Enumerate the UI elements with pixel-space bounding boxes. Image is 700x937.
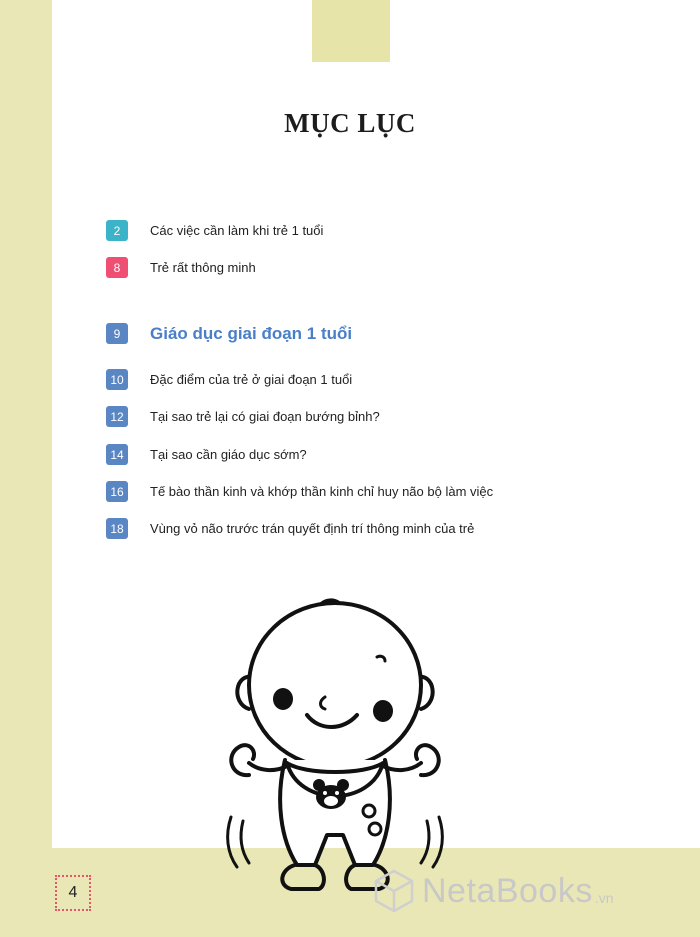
toc-item-label: Vùng vỏ não trước trán quyết định trí thông minh của trẻ [150, 521, 475, 536]
toc-number-badge: 18 [106, 518, 128, 539]
toc-item[interactable] [106, 444, 307, 465]
toc-item-label: Trẻ rất thông minh [150, 260, 256, 275]
watermark-text: NetaBooks [422, 871, 593, 910]
toc-item[interactable] [106, 481, 493, 502]
toc-item-label: Tế bào thần kinh và khớp thần kinh chỉ huy não bộ làm việc [150, 484, 494, 499]
toc-number-badge: 12 [106, 406, 128, 427]
toc-number-badge: 10 [106, 369, 128, 390]
toc-item[interactable] [106, 369, 352, 390]
baby-icon [215, 585, 455, 915]
watermark-suffix: .vn [594, 890, 614, 906]
toc-item-label: Tại sao cần giáo dục sớm? [150, 447, 307, 462]
toc-item[interactable] [106, 406, 380, 427]
toc-number-badge: 8 [106, 257, 128, 278]
toc-number-badge: 14 [106, 444, 128, 465]
toc-section-label: Giáo dục giai đoạn 1 tuổi [150, 323, 353, 343]
toc-item[interactable] [106, 518, 474, 539]
top-tab-decoration [312, 0, 390, 62]
toc-item-label: Tại sao trẻ lại có giai đoạn bướng bỉnh? [150, 409, 380, 424]
toc-number-badge: 16 [106, 481, 128, 502]
toc-item-label: Đặc điểm của trẻ ở giai đoạn 1 tuổi [150, 372, 353, 387]
toc-number-badge: 9 [106, 323, 128, 344]
watermark [372, 868, 614, 914]
toc-item[interactable] [106, 220, 323, 241]
toc-section-heading[interactable] [106, 323, 352, 344]
toc-item[interactable] [106, 257, 256, 278]
toc-number-badge: 2 [106, 220, 128, 241]
page-number: 4 [55, 875, 91, 911]
page-title: MỤC LỤC [284, 108, 416, 138]
cube-logo-icon [372, 868, 416, 914]
toc-item-label: Các việc cần làm khi trẻ 1 tuổi [150, 223, 324, 238]
